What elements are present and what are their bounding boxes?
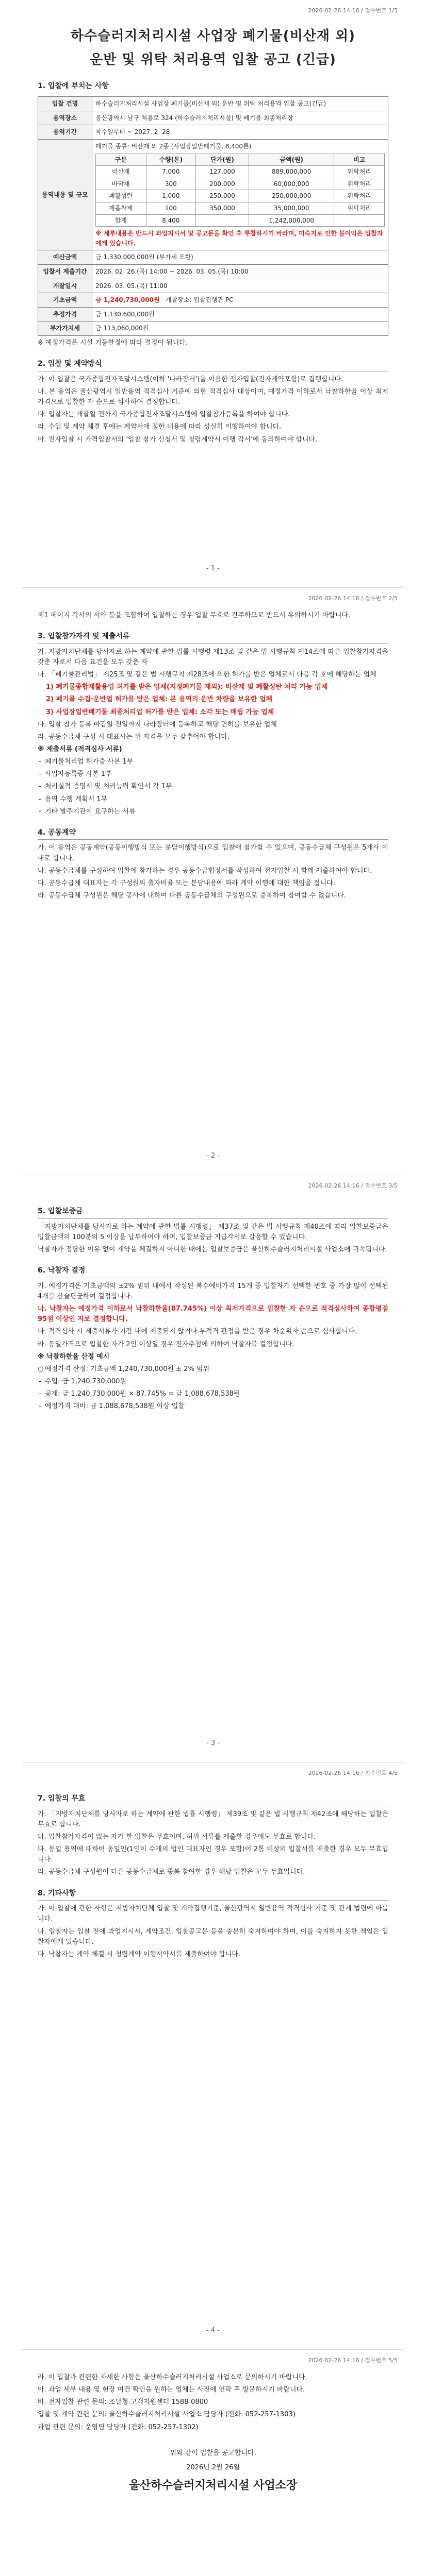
detail-warning: ※ 세부내용은 반드시 과업지시서 및 공고문을 확인 후 투찰하시기 바라며, 미숙지로 인한 불이익은 입찰자에게 있습니다. [95, 230, 383, 247]
page-5 [22, 2349, 404, 2576]
paragraph: 나. 낙찰자는 예정가격 이하로서 낙찰하한율(87.745%) 이상 최저가격으로 입찰한 자 순으로 적격심사하여 종합평점 95점 이상인 자로 결정합니다. [38, 1305, 388, 1324]
paragraph: 제1 페이지 각서의 서약 등을 포함하여 입찰하는 경우 입찰 무효로 간주하므로 반드시 유의하시기 바랍니다. [38, 612, 351, 619]
section-heading: 4. 공동계약 [38, 827, 388, 840]
page-3 [22, 1175, 404, 1762]
paragraph: 라. 동일가격으로 입찰한 자가 2인 이상일 경우 전자추첨에 의하여 낙찰자를 결정합니다. [38, 1340, 294, 1348]
document-title-line2: 운반 및 위탁 처리용역 입찰 공고 (긴급) [90, 52, 336, 68]
closing-line: 위와 같이 입찰을 공고합니다. [170, 2449, 256, 2457]
info-value [92, 140, 388, 250]
info-row [38, 321, 388, 336]
contact-line: 과업 관련 문의: 운영팀 담당자 (전화: 052-257-1302) [38, 2423, 199, 2431]
page-number: - 1 - [206, 564, 220, 572]
paragraph: 마. 과업 세부 내용 및 현장 여건 확인을 원하는 업체는 사전에 연락 후 방문하시기 바랍니다. [38, 2386, 305, 2394]
list-item: - 처리실적 증명서 및 처리능력 확인서 각 1부 [38, 782, 388, 792]
info-row [38, 250, 388, 265]
info-row [38, 307, 388, 321]
paragraph: 가. 이 입찰은 국가종합전자조달시스템(이하 '나라장터')을 이용한 전자입찰(전자계약포함)로 집행합니다. [38, 375, 343, 383]
paragraph: 라. 이 입찰과 관련한 자세한 사항은 울산하수슬러지처리시설 사업소로 문의하시기 바랍니다. [38, 2374, 307, 2381]
info-value: 2026. 02. 26.(목) 14:00 ~ 2026. 03. 05.(목) 10:00 [92, 265, 388, 279]
page-stamp: 2026-02-26 14:16 / 접수번호 2/5 [308, 595, 398, 602]
section-heading: 7. 입찰의 무효 [38, 1793, 388, 1806]
info-value: 2026. 03. 05.(목) 11:00 [92, 279, 388, 293]
paragraph: 가. 예정가격은 기초금액의 ±2% 범위 내에서 작성된 복수예비가격 15개 중 입찰자가 선택한 번호 중 가장 많이 선택된 4개를 산술평균하여 결정합니다. [38, 1282, 388, 1300]
paragraph: 바. 전자입찰 관련 문의: 조달청 고객지원센터 1588-0800 [38, 2398, 208, 2406]
section-heading: 6. 낙찰자 결정 [38, 1265, 388, 1278]
cell: 300 [146, 178, 196, 190]
closing-block [38, 2448, 388, 2495]
cell: 350,000 [196, 202, 249, 215]
cell: 8,400 [146, 214, 196, 227]
info-value: 금 1,130,600,000원 [92, 307, 388, 321]
table-row [96, 190, 385, 202]
info-row [38, 111, 388, 125]
table-row [96, 202, 385, 215]
info-key: 용역기간 [38, 125, 92, 140]
paragraph: 가. 이 용역은 공동계약(공동이행방식 또는 분담이행방식)으로 입찰에 참가할 수 있으며, 공동수급체 구성원은 5개사 이내로 합니다. [38, 844, 388, 862]
page-1 [22, 0, 404, 587]
column-header: 단가(원) [196, 154, 249, 166]
paragraph: 마. 전자입찰 시 가격입찰서의 '입찰 참가 신청서 및 청렴계약서 이행 각서'에 동의하여야 합니다. [38, 435, 318, 444]
paragraph: 다. 입찰 참가 등록 마감일 전일까지 나라장터에 등록하고 해당 면허를 보유한 업체 [38, 720, 277, 728]
cell: 60,000,000 [249, 178, 334, 190]
paragraph: 나. 「폐기물관리법」 제25조 및 같은 법 시행규칙 제28조에 의한 허가를 받은 업체로서 다음 각 호에 해당하는 업체 [38, 671, 376, 679]
info-value [92, 293, 388, 308]
page-stamp: 2026-02-26 14:16 / 접수번호 4/5 [308, 1770, 398, 1776]
info-value: 금 113,060,000원 [92, 321, 388, 336]
info-key: 개찰일시 [38, 279, 92, 293]
cell: 250,000,000 [249, 190, 334, 202]
issuer-name: 울산하수슬러지처리시설 사업소장 [128, 2479, 298, 2492]
closing-date: 2026년 2월 26일 [186, 2463, 240, 2471]
contact-line: 입찰 및 계약 관련 문의: 울산하수슬러지처리시설 사업소 담당자 (전화: 052-257-1303) [38, 2411, 296, 2419]
column-header: 금액(원) [249, 154, 334, 166]
table-row [96, 214, 385, 227]
bid-info-table [38, 96, 388, 336]
paragraph: 라. 공동수급체 구성원은 해당 공사에 대하여 다른 공동수급체의 구성원으로 중복하여 참여할 수 없습니다. [38, 892, 346, 900]
list-item: - 사업자등록증 사본 1부 [38, 769, 388, 779]
open-location: 개찰장소: 입찰집행관 PC [166, 296, 234, 304]
cell: 위탁처리 [334, 190, 385, 202]
paragraph: 나. 본 용역은 울산광역시 일반용역 적격심사 기준에 의한 적격심사 대상이며, 예정가격 이하로서 낙찰하한율 이상 최저가격으로 입찰한 자 순으로 심사하여 결정합니다. [38, 387, 388, 406]
info-row [38, 125, 388, 140]
info-key: 추정가격 [38, 307, 92, 321]
list-item: - 예정가격 대비: 금 1,088,678,538원 이상 입찰 [38, 1401, 388, 1412]
paragraph: 「지방자치단체를 당사자로 하는 계약에 관한 법률 시행령」 제37조 및 같은 법 시행규칙 제40조에 따라 입찰보증금은 입찰금액의 100분의 5 이상을 납부하여야 하며, 입찰보증금 지급각서로 갈음할 수 있습니다. [38, 1223, 388, 1241]
page-stamp: 2026-02-26 14:16 / 접수번호 1/5 [308, 7, 398, 14]
cell: 250,000 [196, 190, 249, 202]
cell [196, 214, 249, 227]
paragraph: 3) 사업장일반폐기물 최종처리업 허가를 받은 업체: 소각 또는 매립 가능 업체 [46, 708, 274, 716]
column-header: 비고 [334, 154, 385, 166]
info-key: 입찰 건명 [38, 97, 92, 111]
cell: 폐활성탄 [96, 190, 146, 202]
cell: 1,000 [146, 190, 196, 202]
cell: 위탁처리 [334, 166, 385, 178]
page-stamp: 2026-02-26 14:16 / 접수번호 5/5 [308, 2357, 398, 2364]
section-heading: 2. 입찰 및 계약방식 [38, 359, 388, 371]
list-item: - 기타 발주기관이 요구하는 서류 [38, 807, 388, 817]
waste-table [95, 154, 385, 227]
info-row [38, 293, 388, 308]
info-row [38, 265, 388, 279]
paragraph: 가. 「지방자치단체를 당사자로 하는 계약에 관한 법률 시행령」 제39조 및 같은 법 시행규칙 제42조에 해당하는 입찰은 무효로 합니다. [38, 1810, 388, 1828]
info-row [38, 97, 388, 111]
info-key: 부가가치세 [38, 321, 92, 336]
waste-table-header [96, 154, 385, 166]
section-heading: 1. 입찰에 부치는 사항 [38, 81, 388, 94]
paragraph: 다. 낙찰자는 계약 체결 시 청렴계약 이행서약서를 제출하여야 합니다. [38, 1950, 240, 1958]
info-value: 울산광역시 남구 처용로 324 (하수슬러지처리시설) 및 폐기물 최종처리장 [92, 111, 388, 125]
info-key: 기초금액 [38, 293, 92, 308]
paragraph: 다. 공동수급체 대표자는 각 구성원의 출자비율 또는 분담내용에 따라 계약 이행에 대한 책임을 집니다. [38, 879, 335, 887]
paragraph: 1) 폐기물종합재활용업 허가를 받은 업체(지정폐기물 제외): 비산재 및 폐활성탄 처리 가능 업체 [46, 683, 328, 691]
paragraph: 나. 공동수급체를 구성하여 입찰에 참가하는 경우 공동수급협정서를 작성하여 전자입찰 시 함께 제출하여야 합니다. [38, 867, 372, 875]
cell: 35,000,000 [249, 202, 334, 215]
cell: 폐흡착제 [96, 202, 146, 215]
page-4 [22, 1762, 404, 2349]
paragraph: 라. 수입 및 계약 체결 후에는 계약서에 정한 내용에 따라 성실히 이행하여야 합니다. [38, 423, 282, 431]
info-key: 입찰서 제출기간 [38, 265, 92, 279]
paragraph: 가. 지방자치단체를 당사자로 하는 계약에 관한 법률 시행령 제13조 및 같은 법 시행규칙 제14조에 따른 입찰참가자격을 갖춘 자로서 다음 요건을 모두 갖춘 자 [38, 648, 388, 666]
paragraph: 다. 적격심사 시 제출서류가 기간 내에 제출되지 않거나 부적격 판정을 받은 경우 차순위자 순으로 심사합니다. [38, 1328, 357, 1336]
page-number: - 4 - [206, 2326, 220, 2334]
cell [334, 214, 385, 227]
cell: 7,000 [146, 166, 196, 178]
cell: 127,000 [196, 166, 249, 178]
list-item: - 수입: 금 1,240,730,000원 [38, 1377, 388, 1387]
cell: 889,000,000 [249, 166, 334, 178]
detail-intro: 폐기물 종류: 비산재 외 2종 (사업장일반폐기물, 8,400톤) [95, 143, 252, 150]
paragraph: 나. 입찰참가자격이 없는 자가 한 입찰은 무효이며, 허위 서류를 제출한 경우에도 무효로 합니다. [38, 1833, 316, 1841]
page-stamp: 2026-02-26 14:16 / 접수번호 3/5 [308, 1182, 398, 1189]
document-title-line1: 하수슬러지처리시설 사업장 폐기물(비산재 외) [70, 28, 356, 44]
paragraph: 가. 이 입찰에 관한 사항은 지방자치단체 입찰 및 계약집행기준, 울산광역시 일반용역 적격심사 기준 및 관계 법령에 따릅니다. [38, 1905, 388, 1923]
cell: 비산재 [96, 166, 146, 178]
table-row [96, 178, 385, 190]
cell: 위탁처리 [334, 178, 385, 190]
paragraph: 라. 공동수급체 구성원이 다른 공동수급체로 중복 참여한 경우 해당 입찰은 모두 무효입니다. [38, 1868, 305, 1876]
paragraph: 나. 입찰자는 입찰 전에 과업지시서, 계약조건, 입찰공고문 등을 충분히 숙지하여야 하며, 이를 숙지하지 못한 책임은 입찰자에게 있습니다. [38, 1927, 388, 1946]
cell: 100 [146, 202, 196, 215]
info-key: 용역내용 및 규모 [38, 140, 92, 250]
info-row [38, 279, 388, 293]
list-item: - 폐기물처리업 허가증 사본 1부 [38, 757, 388, 767]
info-value: 하수슬러지처리시설 사업장 폐기물(비산재 외) 운반 및 위탁 처리용역 입찰 공고(긴급) [92, 97, 388, 111]
section-heading: 3. 입찰참가자격 및 제출서류 [38, 631, 388, 644]
cell: 위탁처리 [334, 202, 385, 215]
paragraph: 낙찰자가 정당한 이유 없이 계약을 체결하지 아니한 때에는 입찰보증금은 울산하수슬러지처리시설 사업소에 귀속됩니다. [38, 1245, 387, 1253]
cell: 바닥재 [96, 178, 146, 190]
section-heading: 8. 기타사항 [38, 1888, 388, 1901]
cell: 200,000 [196, 178, 249, 190]
page-number: - 2 - [206, 1151, 220, 1160]
info-value: 금 1,330,000,000원 (부가세 포함) [92, 250, 388, 265]
cell: 합계 [96, 214, 146, 227]
paragraph: 다. 동일 용역에 대하여 동일인(1인이 수개의 법인 대표자인 경우 포함)이 2통 이상의 입찰서를 제출한 경우 모두 무효입니다. [38, 1845, 388, 1864]
price-note: ※ 예정가격은 시설 기등한정에 따라 결정이 됩니다. [38, 338, 188, 347]
info-value: 착수일부터 ~ 2027. 2. 28. [92, 125, 388, 140]
list-item: - 용역 수행 계획서 1부 [38, 794, 388, 805]
section-heading: 5. 입찰보증금 [38, 1206, 388, 1219]
document-header [38, 26, 388, 71]
info-row [38, 140, 388, 250]
column-header: 구분 [96, 154, 146, 166]
paragraph: 라. 공동수급체 구성 시 대표사는 위 자격을 모두 갖추어야 합니다. [38, 733, 230, 741]
table-row [96, 166, 385, 178]
base-price: 금 1,240,730,000원 [95, 296, 160, 304]
calc-heading: ※ 낙찰하한율 산정 예시 [38, 1352, 110, 1361]
info-key: 예산금액 [38, 250, 92, 265]
paragraph: 다. 입찰자는 개찰일 전까지 국가종합전자조달시스템에 입찰참가등록을 하여야 합니다. [38, 411, 290, 419]
list-item: - 공제: 금 1,240,730,000원 × 87.745% = 금 1,088,678,538원 [38, 1389, 388, 1399]
page-2 [22, 587, 404, 1175]
column-header: 수량(톤) [146, 154, 196, 166]
info-key: 용역장소 [38, 111, 92, 125]
docs-heading: ※ 제출서류 (적격심사 서류) [38, 745, 122, 753]
list-item: ○ 예정가격 산정: 기초금액 1,240,730,000원 ± 2% 범위 [38, 1364, 388, 1375]
paragraph: 2) 폐기물 수집·운반업 허가를 받은 업체: 본 용역의 운반 차량을 보유한 업체 [46, 696, 273, 704]
page-number: - 3 - [206, 1739, 220, 1747]
cell: 1,242,000,000 [249, 214, 334, 227]
